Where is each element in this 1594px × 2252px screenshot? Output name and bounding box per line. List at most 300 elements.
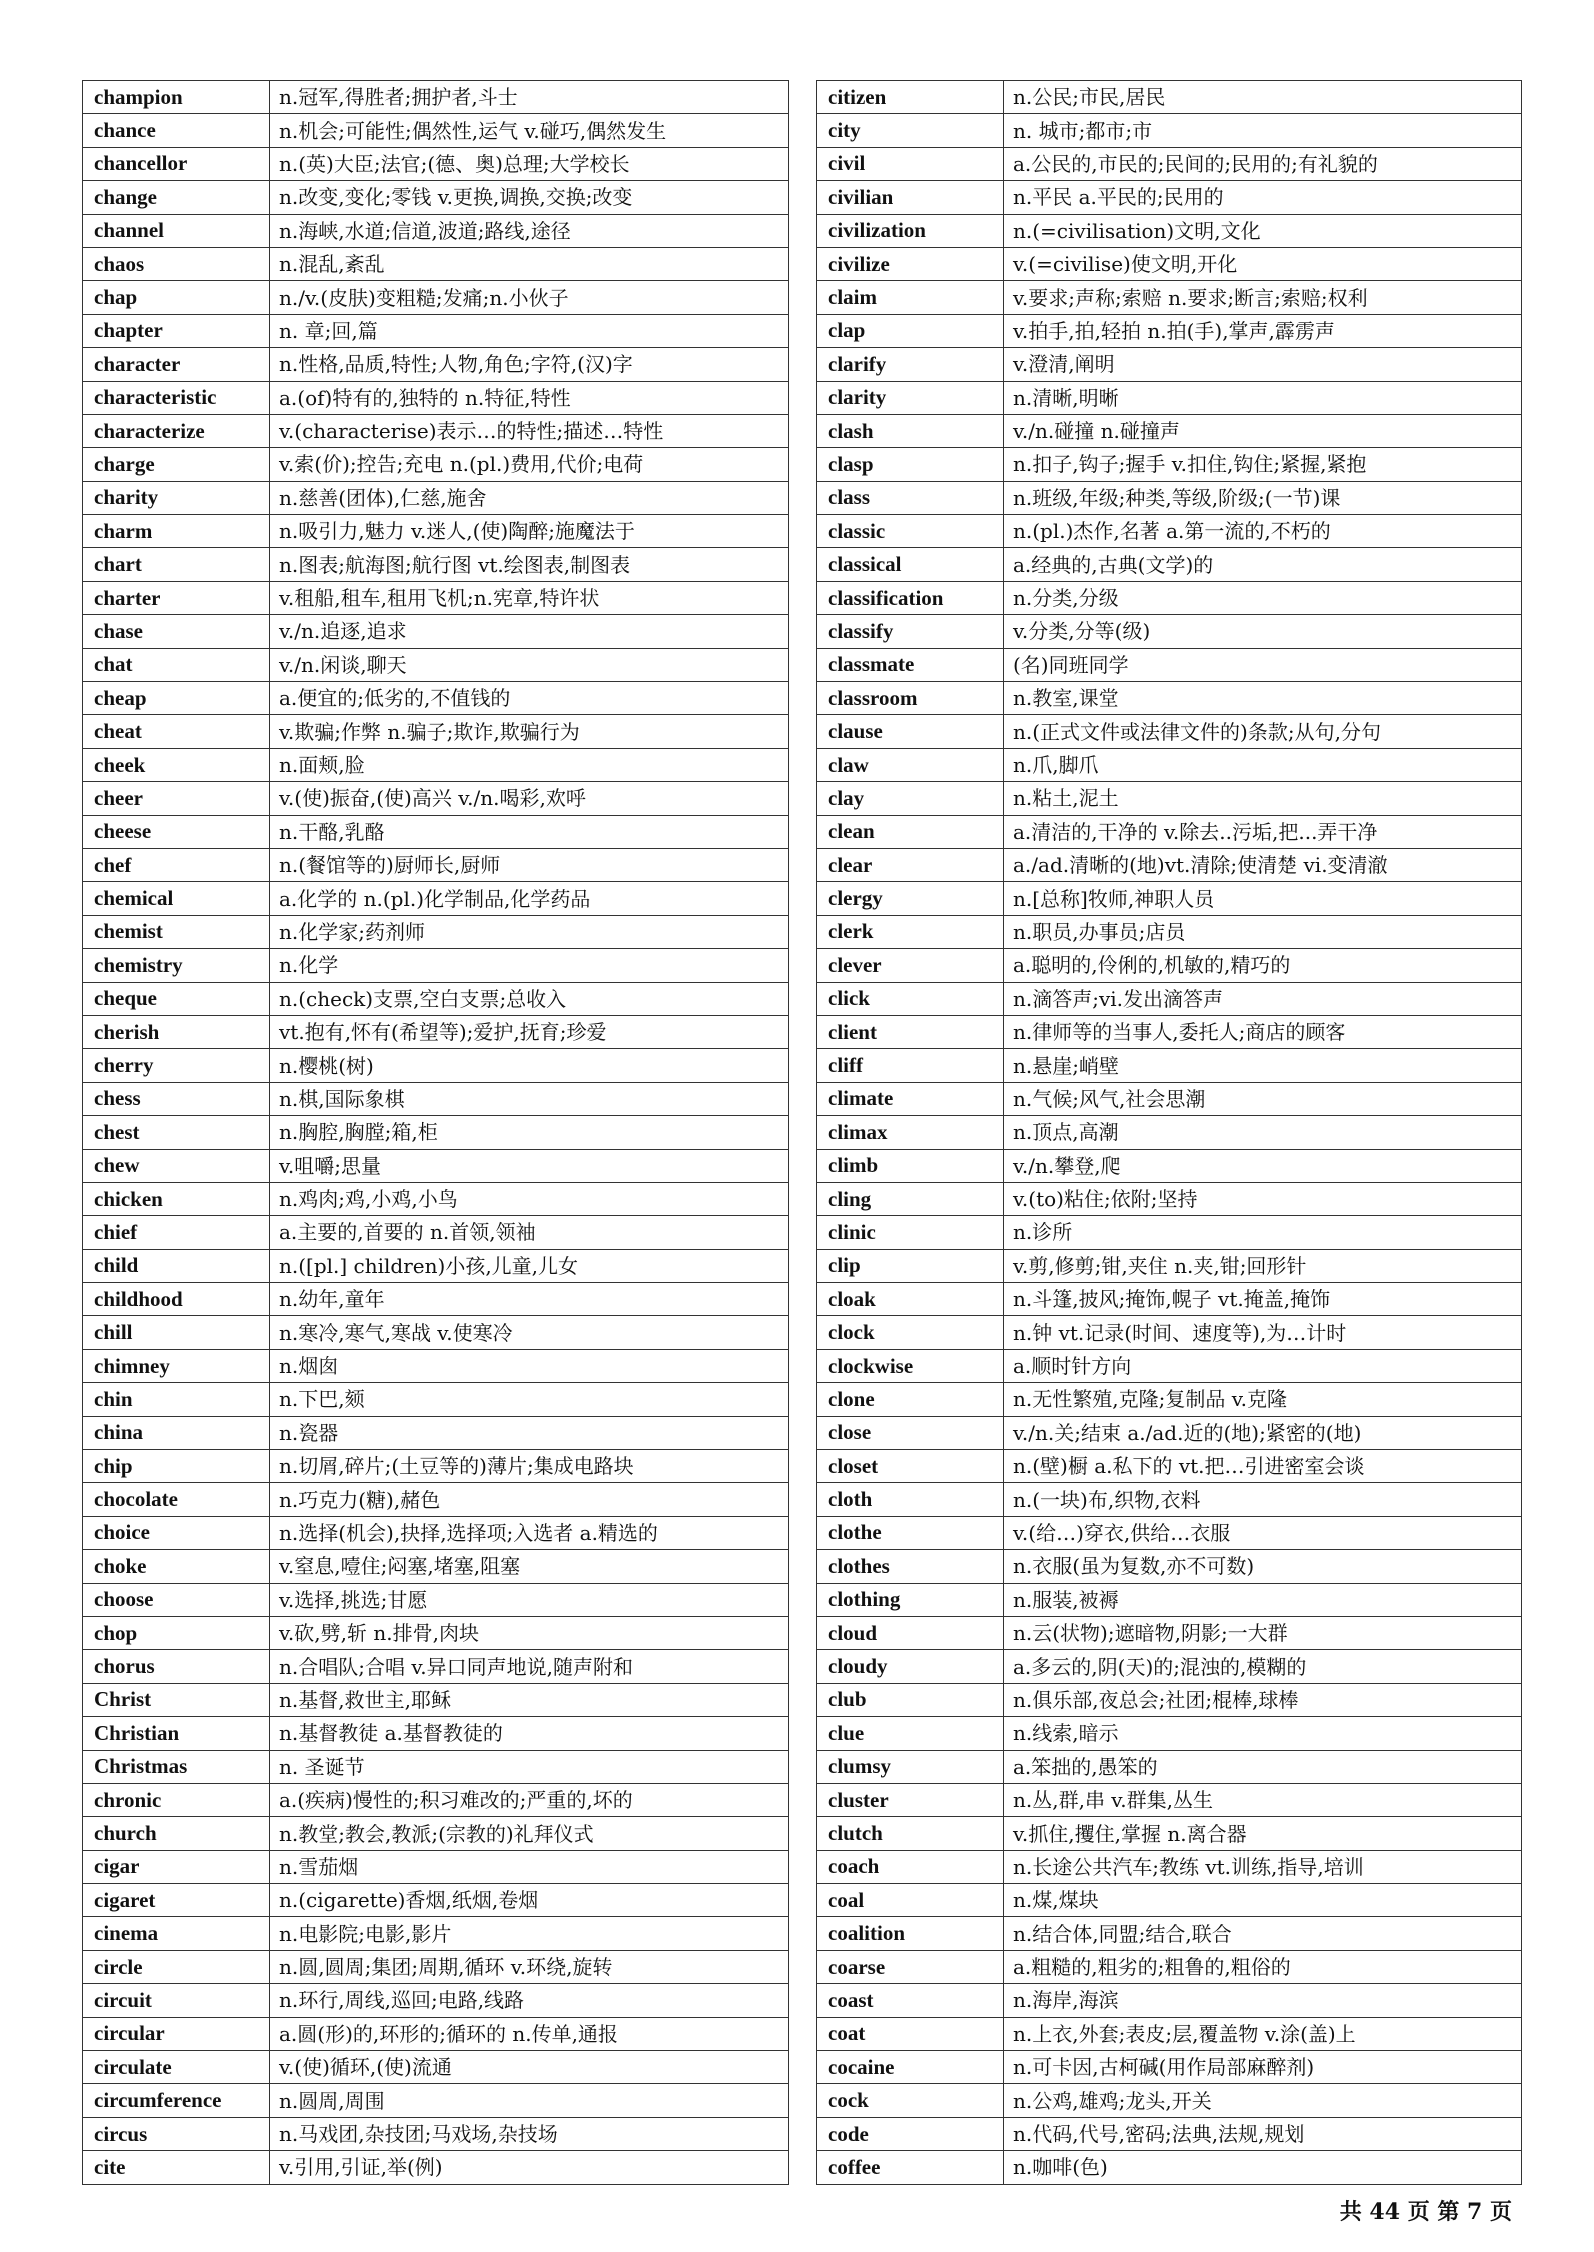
vocab-row (83, 181, 789, 214)
vocab-word: chef (83, 848, 270, 881)
vocab-row (817, 548, 1522, 581)
vocab-word: chapter (83, 314, 270, 347)
vocab-word: clutch (817, 1817, 1004, 1850)
vocab-word: clip (817, 1249, 1004, 1282)
vocab-definition: n.长途公共汽车;教练 vt.训练,指导,培训 (1004, 1850, 1522, 1883)
vocab-row (83, 715, 789, 748)
vocab-definition: a.(疾病)慢性的;积习难改的;严重的,坏的 (270, 1783, 789, 1816)
vocab-definition: n.公民;市民,居民 (1004, 81, 1522, 114)
vocab-word: climax (817, 1116, 1004, 1149)
vocab-row (83, 1884, 789, 1917)
vocab-word: coffee (817, 2151, 1004, 2184)
vocab-row (83, 815, 789, 848)
vocab-word: classic (817, 515, 1004, 548)
vocab-definition: n.(一块)布,织物,衣料 (1004, 1483, 1522, 1516)
vocab-row (83, 281, 789, 314)
vocab-definition: n.可卡因,古柯碱(用作局部麻醉剂) (1004, 2051, 1522, 2084)
vocab-definition: v.剪,修剪;钳,夹住 n.夹,钳;回形针 (1004, 1249, 1522, 1282)
vocab-word: chew (83, 1149, 270, 1182)
vocab-definition: v./n.追逐,追求 (270, 615, 789, 648)
vocab-row (83, 414, 789, 447)
vocab-word: chronic (83, 1783, 270, 1816)
vocab-row (817, 1316, 1522, 1349)
vocab-row (817, 1116, 1522, 1149)
vocab-row (83, 1216, 789, 1249)
vocab-row (83, 615, 789, 648)
vocab-word: Christmas (83, 1750, 270, 1783)
vocab-word: chancellor (83, 147, 270, 180)
vocab-definition: n.俱乐部,夜总会;社团;棍棒,球棒 (1004, 1683, 1522, 1716)
vocab-definition: n.悬崖;峭壁 (1004, 1049, 1522, 1082)
vocab-definition: n.环行,周线,巡回;电路,线路 (270, 1984, 789, 2017)
vocab-word: classical (817, 548, 1004, 581)
vocab-word: chief (83, 1216, 270, 1249)
vocab-row (817, 1216, 1522, 1249)
vocab-row (83, 1750, 789, 1783)
vocab-word: cheer (83, 782, 270, 815)
vocab-definition: n.顶点,高潮 (1004, 1116, 1522, 1149)
vocab-row (817, 1082, 1522, 1115)
vocab-definition: n.合唱队;合唱 v.异口同声地说,随声附和 (270, 1650, 789, 1683)
vocab-word: cinema (83, 1917, 270, 1950)
vocab-row (83, 381, 789, 414)
vocab-word: change (83, 181, 270, 214)
vocab-word: cite (83, 2151, 270, 2184)
vocab-word: chorus (83, 1650, 270, 1683)
vocab-definition: n.面颊,脸 (270, 748, 789, 781)
vocab-definition: n.钟 vt.记录(时间、速度等),为…计时 (1004, 1316, 1522, 1349)
vocab-word: close (817, 1416, 1004, 1449)
vocab-definition: v.抓住,攫住,掌握 n.离合器 (1004, 1817, 1522, 1850)
vocab-word: cigar (83, 1850, 270, 1883)
vocab-word: clear (817, 848, 1004, 881)
vocab-row (83, 2017, 789, 2050)
vocab-row (817, 1283, 1522, 1316)
vocab-definition: v.分类,分等(级) (1004, 615, 1522, 648)
vocab-row (817, 648, 1522, 681)
vocab-definition: n.烟囱 (270, 1349, 789, 1382)
vocab-word: cock (817, 2084, 1004, 2117)
vocab-row (83, 1683, 789, 1716)
vocab-word: chip (83, 1450, 270, 1483)
vocab-row (83, 1717, 789, 1750)
vocab-word: claw (817, 748, 1004, 781)
vocab-row (817, 682, 1522, 715)
vocab-row (817, 448, 1522, 481)
vocab-definition: n.煤,煤块 (1004, 1884, 1522, 1917)
vocab-definition: n.冠军,得胜者;拥护者,斗士 (270, 81, 789, 114)
vocab-row (817, 2017, 1522, 2050)
vocab-definition: n.马戏团,杂技团;马戏场,杂技场 (270, 2117, 789, 2150)
vocab-definition: v.窒息,噎住;闷塞,堵塞,阻塞 (270, 1550, 789, 1583)
vocab-word: clarity (817, 381, 1004, 414)
vocab-word: charm (83, 515, 270, 548)
vocab-row (817, 2051, 1522, 2084)
vocab-definition: v.引用,引证,举(例) (270, 2151, 789, 2184)
vocab-definition: (名)同班同学 (1004, 648, 1522, 681)
vocab-row (83, 1082, 789, 1115)
vocab-row (817, 1583, 1522, 1616)
vocab-row (817, 2151, 1522, 2184)
vocab-definition: v./n.闲谈,聊天 (270, 648, 789, 681)
vocab-row (817, 1249, 1522, 1282)
vocab-definition: n.(check)支票,空白支票;总收入 (270, 982, 789, 1015)
vocab-definition: n.平民 a.平民的;民用的 (1004, 181, 1522, 214)
vocab-definition: a.便宜的;低劣的,不值钱的 (270, 682, 789, 715)
vocab-definition: a.粗糙的,粗劣的;粗鲁的,粗俗的 (1004, 1950, 1522, 1983)
vocab-definition: n.气候;风气,社会思潮 (1004, 1082, 1522, 1115)
vocab-word: closet (817, 1450, 1004, 1483)
vocab-definition: n.衣服(虽为复数,亦不可数) (1004, 1550, 1522, 1583)
vocab-word: cheat (83, 715, 270, 748)
vocab-word: civil (817, 147, 1004, 180)
vocab-word: china (83, 1416, 270, 1449)
vocab-row (83, 1149, 789, 1182)
vocab-definition: n.云(状物);遮暗物,阴影;一大群 (1004, 1616, 1522, 1649)
vocab-word: choke (83, 1550, 270, 1583)
vocab-row (817, 815, 1522, 848)
vocab-definition: v.要求;声称;索赔 n.要求;断言;索赔;权利 (1004, 281, 1522, 314)
vocab-word: charge (83, 448, 270, 481)
vocab-definition: a./ad.清晰的(地)vt.清除;使清楚 vi.变清澈 (1004, 848, 1522, 881)
vocab-word: cherry (83, 1049, 270, 1082)
vocab-table-right-body (817, 81, 1522, 2185)
vocab-row (83, 1616, 789, 1649)
vocab-word: cloak (817, 1283, 1004, 1316)
vocab-word: Christ (83, 1683, 270, 1716)
vocab-definition: v.索(价);控告;充电 n.(pl.)费用,代价;电荷 (270, 448, 789, 481)
vocab-row (817, 1650, 1522, 1683)
vocab-word: cloudy (817, 1650, 1004, 1683)
vocab-definition: n.电影院;电影,影片 (270, 1917, 789, 1950)
vocab-word: civilian (817, 181, 1004, 214)
vocab-row (83, 1650, 789, 1683)
vocab-definition: n.结合体,同盟;结合,联合 (1004, 1917, 1522, 1950)
vocab-row (817, 915, 1522, 948)
vocab-definition: n.基督教徒 a.基督教徒的 (270, 1717, 789, 1750)
vocab-word: clockwise (817, 1349, 1004, 1382)
vocab-definition: v./n.关;结束 a./ad.近的(地);紧密的(地) (1004, 1416, 1522, 1449)
vocab-word: chat (83, 648, 270, 681)
vocab-definition: n.[总称]牧师,神职人员 (1004, 882, 1522, 915)
vocab-word: coalition (817, 1917, 1004, 1950)
vocab-definition: v.欺骗;作弊 n.骗子;欺诈,欺骗行为 (270, 715, 789, 748)
vocab-word: cigaret (83, 1884, 270, 1917)
vocab-word: cheque (83, 982, 270, 1015)
vocab-word: charity (83, 481, 270, 514)
vocab-definition: n.(英)大臣;法官;(德、奥)总理;大学校长 (270, 147, 789, 180)
vocab-word: circular (83, 2017, 270, 2050)
vocab-word: coarse (817, 1950, 1004, 1983)
vocab-word: cluster (817, 1783, 1004, 1816)
vocab-definition: n.丛,群,串 v.群集,丛生 (1004, 1783, 1522, 1816)
vocab-definition: n.性格,品质,特性;人物,角色;字符,(汉)字 (270, 348, 789, 381)
vocab-word: circulate (83, 2051, 270, 2084)
vocab-row (83, 214, 789, 247)
vocab-definition: v.(使)循环,(使)流通 (270, 2051, 789, 2084)
vocab-definition: a.主要的,首要的 n.首领,领袖 (270, 1216, 789, 1249)
vocab-definition: a.化学的 n.(pl.)化学制品,化学药品 (270, 882, 789, 915)
vocab-definition: a.(of)特有的,独特的 n.特征,特性 (270, 381, 789, 414)
vocab-row (83, 548, 789, 581)
vocab-definition: n.代码,代号,密码;法典,法规,规划 (1004, 2117, 1522, 2150)
vocab-row (817, 1616, 1522, 1649)
vocab-word: clergy (817, 882, 1004, 915)
vocab-word: city (817, 114, 1004, 147)
vocab-definition: a.公民的,市民的;民间的;民用的;有礼貌的 (1004, 147, 1522, 180)
vocab-definition: n.教室,课堂 (1004, 682, 1522, 715)
vocab-word: clumsy (817, 1750, 1004, 1783)
vocab-definition: n.慈善(团体),仁慈,施舍 (270, 481, 789, 514)
vocab-row (817, 1049, 1522, 1082)
vocab-word: cling (817, 1182, 1004, 1215)
vocab-definition: v.(to)粘住;依附;坚持 (1004, 1182, 1522, 1215)
vocab-word: chaos (83, 247, 270, 280)
vocab-definition: n.干酪,乳酪 (270, 815, 789, 848)
vocab-word: chest (83, 1116, 270, 1149)
vocab-word: client (817, 1015, 1004, 1048)
vocab-row (83, 915, 789, 948)
vocab-row (83, 2084, 789, 2117)
vocab-word: clothe (817, 1516, 1004, 1549)
vocab-row (83, 2117, 789, 2150)
vocab-row (817, 1917, 1522, 1950)
vocab-word: clone (817, 1383, 1004, 1416)
vocab-word: coach (817, 1850, 1004, 1883)
vocab-definition: n.律师等的当事人,委托人;商店的顾客 (1004, 1015, 1522, 1048)
vocab-row (817, 414, 1522, 447)
vocab-definition: v.(给…)穿衣,供给…衣服 (1004, 1516, 1522, 1549)
vocab-word: classmate (817, 648, 1004, 681)
vocab-definition: n.基督,救世主,耶稣 (270, 1683, 789, 1716)
vocab-word: code (817, 2117, 1004, 2150)
vocab-word: chicken (83, 1182, 270, 1215)
vocab-definition: n. 章;回,篇 (270, 314, 789, 347)
vocab-definition: v.(characterise)表示…的特性;描述…特性 (270, 414, 789, 447)
vocab-row (83, 949, 789, 982)
vocab-word: circus (83, 2117, 270, 2150)
vocab-row (83, 1984, 789, 2017)
vocab-row (817, 848, 1522, 881)
vocab-row (83, 648, 789, 681)
vocab-row (817, 949, 1522, 982)
vocab-row (817, 1683, 1522, 1716)
vocab-row (83, 1583, 789, 1616)
vocab-row (817, 281, 1522, 314)
vocab-row (83, 1917, 789, 1950)
vocab-word: class (817, 481, 1004, 514)
vocab-word: chemical (83, 882, 270, 915)
vocab-definition: n.雪茄烟 (270, 1850, 789, 1883)
vocab-definition: n. 城市;都市;市 (1004, 114, 1522, 147)
vocab-definition: a.聪明的,伶俐的,机敏的,精巧的 (1004, 949, 1522, 982)
vocab-word: chap (83, 281, 270, 314)
vocab-word: circuit (83, 1984, 270, 2017)
vocab-row (83, 1383, 789, 1416)
vocab-row (817, 1750, 1522, 1783)
page-number: 共 44 页 第 7 页 (1339, 2199, 1512, 2225)
vocab-definition: n.公鸡,雄鸡;龙头,开关 (1004, 2084, 1522, 2117)
vocab-row (83, 1349, 789, 1382)
vocab-row (817, 581, 1522, 614)
vocab-word: coal (817, 1884, 1004, 1917)
vocab-row (817, 314, 1522, 347)
vocab-definition: n.(壁)橱 a.私下的 vt.把…引进密室会谈 (1004, 1450, 1522, 1483)
vocab-definition: n.爪,脚爪 (1004, 748, 1522, 781)
vocab-word: clash (817, 414, 1004, 447)
vocab-definition: n.棋,国际象棋 (270, 1082, 789, 1115)
vocab-word: clinic (817, 1216, 1004, 1249)
vocab-row (83, 2051, 789, 2084)
vocab-word: characterize (83, 414, 270, 447)
vocab-row (83, 81, 789, 114)
vocab-row (83, 1450, 789, 1483)
vocab-definition: n.圆周,周围 (270, 2084, 789, 2117)
vocab-word: claim (817, 281, 1004, 314)
vocab-row (817, 1483, 1522, 1516)
vocab-definition: n.咖啡(色) (1004, 2151, 1522, 2184)
vocab-word: cocaine (817, 2051, 1004, 2084)
vocab-definition: n.([pl.] children)小孩,儿童,儿女 (270, 1249, 789, 1282)
vocab-word: chart (83, 548, 270, 581)
vocab-word: clever (817, 949, 1004, 982)
vocab-row (83, 1283, 789, 1316)
vocab-row (83, 515, 789, 548)
vocab-definition: n.班级,年级;种类,等级,阶级;(一节)课 (1004, 481, 1522, 514)
vocab-word: child (83, 1249, 270, 1282)
vocab-definition: n.(cigarette)香烟,纸烟,卷烟 (270, 1884, 789, 1917)
vocab-row (83, 982, 789, 1015)
vocab-definition: n.幼年,童年 (270, 1283, 789, 1316)
vocab-definition: n.(正式文件或法律文件的)条款;从句,分句 (1004, 715, 1522, 748)
vocab-definition: vt.抱有,怀有(希望等);爱护,抚育;珍爱 (270, 1015, 789, 1048)
vocab-definition: n./v.(皮肤)变粗糙;发痛;n.小伙子 (270, 281, 789, 314)
vocab-word: chocolate (83, 1483, 270, 1516)
vocab-word: characteristic (83, 381, 270, 414)
vocab-row (83, 748, 789, 781)
vocab-row (83, 314, 789, 347)
vocab-definition: n.斗篷,披风;掩饰,幌子 vt.掩盖,掩饰 (1004, 1283, 1522, 1316)
vocab-row (817, 1783, 1522, 1816)
vocab-word: church (83, 1817, 270, 1850)
vocab-definition: n.改变,变化;零钱 v.更换,调换,交换;改变 (270, 181, 789, 214)
vocab-definition: n.(pl.)杰作,名著 a.第一流的,不朽的 (1004, 515, 1522, 548)
vocab-word: clarify (817, 348, 1004, 381)
vocab-row (817, 1950, 1522, 1983)
vocab-word: cheap (83, 682, 270, 715)
vocab-word: climb (817, 1149, 1004, 1182)
vocab-definition: n.胸腔,胸膛;箱,柜 (270, 1116, 789, 1149)
vocab-row (817, 147, 1522, 180)
vocab-word: chop (83, 1616, 270, 1649)
vocab-row (817, 715, 1522, 748)
vocab-row (817, 214, 1522, 247)
vocab-table-left (82, 80, 789, 2185)
vocab-definition: n.化学 (270, 949, 789, 982)
vocab-row (83, 1516, 789, 1549)
vocab-row (817, 1817, 1522, 1850)
vocab-definition: n.教堂;教会,教派;(宗教的)礼拜仪式 (270, 1817, 789, 1850)
vocab-word: clap (817, 314, 1004, 347)
vocab-row (83, 1783, 789, 1816)
vocab-word: channel (83, 214, 270, 247)
vocab-definition: n.滴答声;vi.发出滴答声 (1004, 982, 1522, 1015)
vocab-row (83, 682, 789, 715)
vocab-row (817, 1984, 1522, 2017)
vocab-word: clay (817, 782, 1004, 815)
vocab-row (83, 114, 789, 147)
vocab-word: clerk (817, 915, 1004, 948)
vocab-definition: n.粘土,泥土 (1004, 782, 1522, 815)
vocab-word: clue (817, 1717, 1004, 1750)
vocab-row (817, 81, 1522, 114)
vocab-row (817, 1516, 1522, 1549)
vocab-word: chemistry (83, 949, 270, 982)
vocab-definition: a.清洁的,干净的 v.除去..污垢,把...弄干净 (1004, 815, 1522, 848)
vocab-definition: n.化学家;药剂师 (270, 915, 789, 948)
vocab-definition: n.线索,暗示 (1004, 1717, 1522, 1750)
vocab-definition: n.无性繁殖,克隆;复制品 v.克隆 (1004, 1383, 1522, 1416)
vocab-definition: v./n.碰撞 n.碰撞声 (1004, 414, 1522, 447)
vocab-row (83, 1483, 789, 1516)
vocab-word: click (817, 982, 1004, 1015)
vocab-row (817, 348, 1522, 381)
vocab-row (83, 782, 789, 815)
vocab-row (817, 1850, 1522, 1883)
vocab-definition: v.(=civilise)使文明,开化 (1004, 247, 1522, 280)
vocab-word: chill (83, 1316, 270, 1349)
vocab-definition: n.鸡肉;鸡,小鸡,小鸟 (270, 1182, 789, 1215)
vocab-row (817, 982, 1522, 1015)
vocab-definition: v.(使)振奋,(使)高兴 v./n.喝彩,欢呼 (270, 782, 789, 815)
vocab-row (83, 1850, 789, 1883)
vocab-row (83, 481, 789, 514)
vocab-row (817, 1149, 1522, 1182)
vocab-word: circle (83, 1950, 270, 1983)
vocab-word: character (83, 348, 270, 381)
vocab-row (83, 2151, 789, 2184)
vocab-definition: n.海峡,水道;信道,波道;路线,途径 (270, 214, 789, 247)
vocab-word: classification (817, 581, 1004, 614)
vocab-word: Christian (83, 1717, 270, 1750)
vocab-word: choose (83, 1583, 270, 1616)
vocab-word: chance (83, 114, 270, 147)
vocab-definition: v.砍,劈,斩 n.排骨,肉块 (270, 1616, 789, 1649)
vocab-row (83, 1049, 789, 1082)
vocab-row (817, 1383, 1522, 1416)
vocab-word: clean (817, 815, 1004, 848)
vocab-row (83, 882, 789, 915)
vocab-row (817, 1416, 1522, 1449)
vocab-word: clause (817, 715, 1004, 748)
vocab-word: chimney (83, 1349, 270, 1382)
vocab-row (817, 782, 1522, 815)
vocab-word: champion (83, 81, 270, 114)
vocab-word: club (817, 1683, 1004, 1716)
vocab-row (817, 1015, 1522, 1048)
vocab-row (83, 1316, 789, 1349)
vocab-definition: v.拍手,拍,轻拍 n.拍(手),掌声,霹雳声 (1004, 314, 1522, 347)
vocab-definition: n.樱桃(树) (270, 1049, 789, 1082)
vocab-word: cloth (817, 1483, 1004, 1516)
vocab-word: clock (817, 1316, 1004, 1349)
vocab-definition: a.圆(形)的,环形的;循环的 n.传单,通报 (270, 2017, 789, 2050)
vocab-row (817, 1450, 1522, 1483)
vocab-definition: n. 圣诞节 (270, 1750, 789, 1783)
vocab-definition: n.机会;可能性;偶然性,运气 v.碰巧,偶然发生 (270, 114, 789, 147)
vocab-row (817, 1182, 1522, 1215)
vocab-definition: n.(餐馆等的)厨师长,厨师 (270, 848, 789, 881)
